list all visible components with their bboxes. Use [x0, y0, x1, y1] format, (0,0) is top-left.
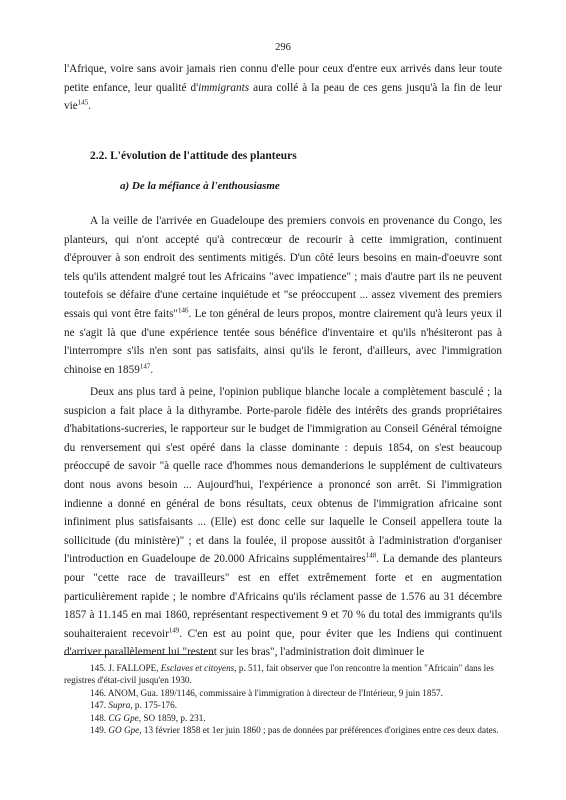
footnote-149-title: GO Gpe [108, 725, 140, 736]
footnote-148-title: CG Gpe [108, 712, 139, 723]
footnotes [64, 662, 502, 736]
footnote-148-post: , SO 1859, p. 231. [138, 712, 206, 723]
p3-text-1: Deux ans plus tard à peine, l'opinion publique blanche locale a complètement basculé ; la suspicion a fait place à la dithyrambe. Porte-parole fidèle des intérêts des grands propriétaires d'habitations-sucreries, le rapporteur sur le budget de l'immigration au Conseil Général témoigne du renversement qui s'est opéré dans la classe dominante : depuis 1854, on s'est beaucoup préoccupé de savoir "à quelle race d'hommes nous demanderions le supplément de cultivateurs dont nous avons besoin ... Aujourd'hui, l'expérience a prononcé son arrêt. Si l'immigration indienne a donné en général de bons résultats, ceux obtenus de l'immigration africaine sont infiniment plus satisfaisants ... (Elle) est donc celle sur laquelle le Conseil appellera toute la sollicitude (du ministère)" ; et dans la foulée, il propose aussitôt à l'administration d'organiser l'introduction en Guadeloupe de 20.000 Africains supplémentaires [64, 386, 502, 566]
page-number: 296 [275, 42, 291, 53]
footnote-145-post: , p. 511, fait observer que l'on rencontre la mention "Africain" dans les registres d'état-civil jusqu'en 1930. [64, 663, 494, 686]
footnote-148-pre: 148. [90, 712, 109, 723]
footnote-145-pre: 145. J. FALLOPE, [90, 663, 161, 673]
footnote-145 [64, 662, 502, 687]
section-heading: 2.2. L'évolution de l'attitude des planteurs [90, 150, 297, 162]
paragraph-continuation [64, 60, 502, 116]
footnote-ref-145[interactable]: 145 [77, 98, 89, 107]
footnote-ref-147[interactable]: 147 [139, 362, 151, 371]
footnote-149-pre: 149. [90, 725, 109, 736]
p1-text-2: aura collé à la peau de ces gens jusqu'à la fin de leur vie [64, 81, 502, 113]
footnote-divider [64, 654, 214, 655]
footnote-ref-149[interactable]: 149 [168, 625, 180, 634]
footnote-145-title: Esclaves et citoyens [160, 663, 235, 673]
footnote-147-pre: 147. [90, 700, 109, 711]
p1-text-1: l'Afrique, voire sans avoir jamais rien connu d'elle pour ceux d'entre eux arrivés dans leur toute petite enfance, leur qualité d' [64, 63, 502, 94]
p2-text-3: . [150, 363, 154, 376]
p1-italic-immigrants: immigrants [198, 81, 250, 94]
footnote-ref-146[interactable]: 146 [178, 306, 189, 315]
p2-text-2: . Le ton général de leurs propos, montre clairement qu'à leurs yeux il ne s'agit là que d'une expérience tentée sous bénéfice d'inventaire et qu'ils n'hésiteront pas à l'interrompre s'ils n'en sont pas satisfaits, ainsi qu'ils le feront, d'ailleurs, avec l'immigration chinoise en 1859 [64, 307, 502, 376]
footnote-ref-148[interactable]: 148 [365, 551, 377, 560]
footnote-148 [64, 712, 502, 724]
p3-text-3: . C'en est au point que, pour éviter que les Indiens qui continuent d'arriver parallèlement lui "restent sur les bras", l'administration doit diminuer le [64, 627, 502, 659]
paragraph-arrival [64, 212, 502, 379]
paragraph-opinion-shift [64, 383, 502, 662]
p1-text-3: . [88, 100, 91, 113]
footnote-147 [64, 699, 502, 711]
p2-text-1: A la veille de l'arrivée en Guadeloupe des premiers convois en provenance du Congo, les planteurs, qui n'ont accepté qu'à contrecœur de recourir à cette immigration, continuent d'éprouver à son endroit des sentiments mitigés. D'un côté leurs besoins en main-d'oeuvre sont tels qu'ils attendent malgré tout les Africains "avec impatience" ; mais d'autre part ils ne peuvent toutefois se défaire d'une certaine inquiétude et "se préoccupent ... assez vivement des premiers essais qui vont être faits" [64, 215, 502, 320]
footnote-147-title: Supra [108, 700, 131, 711]
footnote-146: 146. ANOM, Gua. 189/1146, commissaire à l'immigration à directeur de l'Intérieur, 9 juin 1857. [90, 687, 443, 698]
footnote-147-post: , p. 175-176. [130, 700, 178, 711]
footnote-149 [64, 724, 502, 736]
sub-heading: a) De la méfiance à l'enthousiasme [120, 180, 280, 192]
p3-text-2: . La demande des planteurs pour "cette race de travailleurs" est en effet extrêmement forte et en augmentation particulièrement rapide ; le nombre d'Africains qu'ils réclament passe de 1.576 au 31 décembre 1857 à 11.145 en mai 1860, représentant respectivement 9 et 70 % du total des immigrants qu'ils souhaiteraient recevoir [64, 553, 503, 640]
footnote-149-post: , 13 février 1858 et 1er juin 1860 ; pas de données par préférences d'origines entre ces deux dates. [139, 725, 499, 736]
